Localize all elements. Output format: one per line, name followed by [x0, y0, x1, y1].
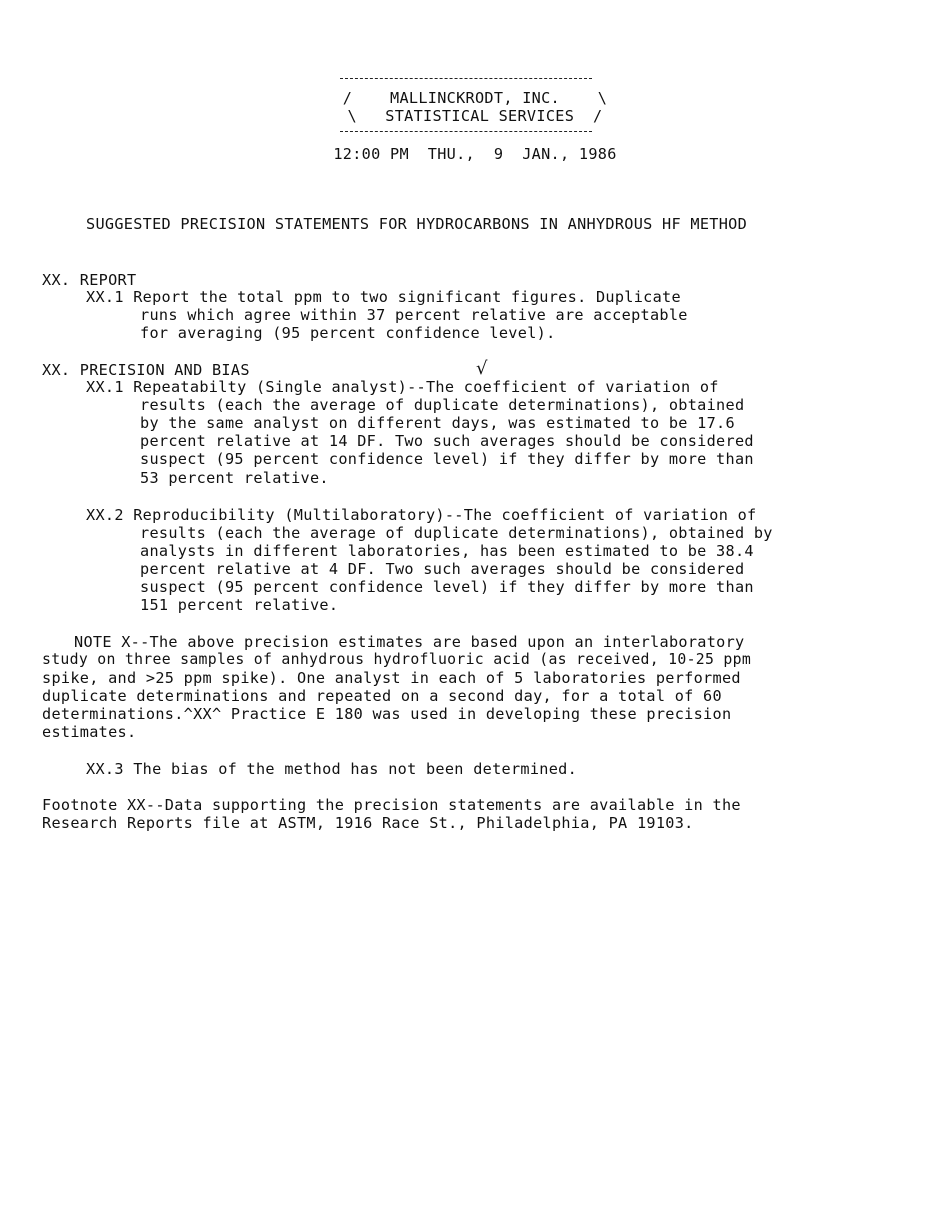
header-datetime: 12:00 PM THU., 9 JAN., 1986 [333, 145, 617, 163]
note-line-4: duplicate determinations and repeated on a second day, for a total of 60 [42, 687, 722, 705]
header-top-rule [340, 78, 592, 79]
header-department: \ STATISTICAL SERVICES / [347, 107, 603, 125]
document-title: SUGGESTED PRECISION STATEMENTS FOR HYDROCARBONS IN ANHYDROUS HF METHOD [86, 215, 748, 233]
precision-item-1-line-3: by the same analyst on different days, was estimated to be 17.6 [140, 414, 735, 432]
report-heading: XX. REPORT [42, 271, 137, 289]
precision-item-1-line-1: XX.1 Repeatabilty (Single analyst)--The coefficient of variation of [86, 378, 719, 396]
note-line-5: determinations.^XX^ Practice E 180 was used in developing these precision [42, 705, 732, 723]
precision-item-2-line-3: analysts in different laboratories, has been estimated to be 38.4 [140, 542, 754, 560]
footnote-line-1: Footnote XX--Data supporting the precision statements are available in the [42, 796, 741, 814]
header-company: / MALLINCKRODT, INC. \ [342, 89, 608, 107]
bias-statement: XX.3 The bias of the method has not been determined. [86, 760, 578, 778]
note-line-2: study on three samples of anhydrous hydrofluoric acid (as received, 10-25 ppm [42, 651, 752, 668]
precision-item-1-line-5: suspect (95 percent confidence level) if they differ by more than [140, 450, 754, 468]
note-line-3: spike, and >25 ppm spike). One analyst in each of 5 laboratories performed [42, 669, 741, 687]
note-line-6: estimates. [42, 723, 137, 741]
note-line-1: NOTE X--The above precision estimates are based upon an interlaboratory [74, 633, 745, 651]
footnote-line-2: Research Reports file at ASTM, 1916 Race St., Philadelphia, PA 19103. [42, 814, 694, 832]
header-bottom-rule [340, 131, 592, 132]
check-mark-icon: √ [476, 358, 488, 379]
precision-item-1-line-6: 53 percent relative. [140, 469, 329, 487]
precision-item-2-line-6: 151 percent relative. [140, 596, 339, 614]
precision-heading: XX. PRECISION AND BIAS [42, 361, 250, 379]
precision-item-1-line-4: percent relative at 14 DF. Two such averages should be considered [140, 432, 754, 450]
precision-item-2-line-5: suspect (95 percent confidence level) if they differ by more than [140, 578, 754, 596]
report-item-1-line-3: for averaging (95 percent confidence level). [140, 324, 556, 342]
precision-item-2-line-2: results (each the average of duplicate determinations), obtained by [140, 524, 773, 542]
precision-item-1-line-2: results (each the average of duplicate determinations), obtained [140, 396, 745, 414]
report-item-1-line-1: XX.1 Report the total ppm to two significant figures. Duplicate [86, 288, 681, 306]
report-item-1-line-2: runs which agree within 37 percent relative are acceptable [140, 306, 688, 324]
precision-item-2-line-1: XX.2 Reproducibility (Multilaboratory)--The coefficient of variation of [86, 506, 757, 524]
precision-item-2-line-4: percent relative at 4 DF. Two such averages should be considered [140, 560, 745, 578]
